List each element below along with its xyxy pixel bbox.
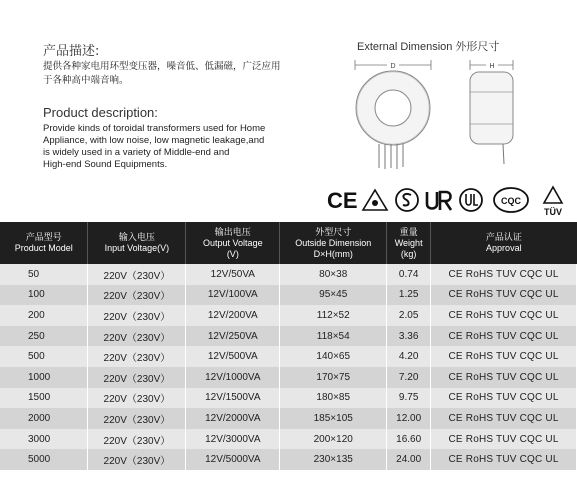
input-voltage-cell: 220V（230V）	[88, 305, 186, 326]
weight-cell: 4.20	[387, 346, 431, 367]
input-voltage-cell: 220V（230V）	[88, 346, 186, 367]
model-cell: 200	[0, 305, 88, 326]
output-voltage-cell: 12V/50VA	[186, 264, 280, 285]
model-cell: 1500	[0, 388, 88, 409]
weight-cell: 9.75	[387, 388, 431, 409]
input-voltage-cell: 220V（230V）	[88, 285, 186, 306]
approval-cell: CE RoHS TUV CQC UL	[431, 305, 577, 326]
dimension-title: External Dimension 外形尺寸	[357, 41, 500, 53]
cqc-mark-icon	[494, 188, 528, 212]
output-voltage-cell: 12V/200VA	[186, 305, 280, 326]
approval-cell: CE RoHS TUV CQC UL	[431, 429, 577, 450]
output-voltage-cell: 12V/250VA	[186, 326, 280, 347]
approval-cell: CE RoHS TUV CQC UL	[431, 449, 577, 470]
model-cell: 2000	[0, 408, 88, 429]
header-output-voltage: 输出电压 Output Voltage (V)	[186, 222, 280, 264]
svg-text:CE: CE	[327, 188, 358, 213]
input-voltage-cell: 220V（230V）	[88, 408, 186, 429]
header-weight: 重量 Weight (kg)	[387, 222, 431, 264]
dimension-cell: 170×75	[280, 367, 387, 388]
table-header-row	[0, 222, 577, 264]
description-en-title: Product description:	[43, 105, 158, 120]
input-voltage-cell: 220V（230V）	[88, 388, 186, 409]
input-voltage-cell: 220V（230V）	[88, 326, 186, 347]
output-voltage-cell: 12V/100VA	[186, 285, 280, 306]
input-voltage-cell: 220V（230V）	[88, 429, 186, 450]
table-row	[0, 429, 577, 450]
description-cn-title: 产品描述:	[43, 44, 100, 59]
dimension-cell: 140×65	[280, 346, 387, 367]
description-en-line: High-end Sound Equipments.	[43, 159, 168, 170]
dimension-cell: 230×135	[280, 449, 387, 470]
input-voltage-cell: 220V（230V）	[88, 264, 186, 285]
table-row	[0, 367, 577, 388]
approval-cell: CE RoHS TUV CQC UL	[431, 264, 577, 285]
output-voltage-cell: 12V/500VA	[186, 346, 280, 367]
output-voltage-cell: 12V/2000VA	[186, 408, 280, 429]
dimension-cell: 200×120	[280, 429, 387, 450]
weight-cell: 3.36	[387, 326, 431, 347]
header-model: 产品型号 Product Model	[0, 222, 88, 264]
tuv-mark-icon	[544, 187, 562, 217]
weight-cell: 2.05	[387, 305, 431, 326]
output-voltage-cell: 12V/1000VA	[186, 367, 280, 388]
dimension-diagram	[345, 52, 545, 172]
toroid-side-view	[470, 60, 513, 164]
weight-cell: 0.74	[387, 264, 431, 285]
dimension-cell: 112×52	[280, 305, 387, 326]
svg-text:CQC: CQC	[501, 196, 521, 206]
certification-logos	[325, 184, 575, 218]
description-cn-line: 于各种高中端音响。	[43, 75, 129, 86]
header-input-voltage: 输入电压 Input Voltage(V)	[88, 222, 186, 264]
approval-cell: CE RoHS TUV CQC UL	[431, 346, 577, 367]
table-row	[0, 408, 577, 429]
model-cell: 3000	[0, 429, 88, 450]
weight-cell: 16.60	[387, 429, 431, 450]
input-voltage-cell: 220V（230V）	[88, 449, 186, 470]
weight-cell: 7.20	[387, 367, 431, 388]
description-en-line: is widely used in a variety of Middle-end and	[43, 147, 230, 158]
table-row	[0, 388, 577, 409]
input-voltage-cell: 220V（230V）	[88, 367, 186, 388]
toroid-front-view	[355, 60, 431, 169]
approval-cell: CE RoHS TUV CQC UL	[431, 326, 577, 347]
weight-cell: 1.25	[387, 285, 431, 306]
header-approval: 产品认证 Approval	[431, 222, 577, 264]
header-outside-dimension: 外型尺寸 Outside Dimension D×H(mm)	[280, 222, 387, 264]
table-row	[0, 285, 577, 306]
description-cn-line: 提供各种家电用环型变压器，噪音低、低漏磁，广泛应用	[43, 61, 281, 72]
model-cell: 5000	[0, 449, 88, 470]
model-cell: 250	[0, 326, 88, 347]
weight-cell: 24.00	[387, 449, 431, 470]
table-row	[0, 449, 577, 470]
description-cn-text	[43, 60, 303, 88]
table-row	[0, 264, 577, 285]
output-voltage-cell: 12V/3000VA	[186, 429, 280, 450]
description-en-line: Appliance, with low noise, low magnetic leakage,and	[43, 135, 265, 146]
table-row	[0, 305, 577, 326]
dimension-cell: 95×45	[280, 285, 387, 306]
approval-cell: CE RoHS TUV CQC UL	[431, 408, 577, 429]
s-mark-icon	[396, 189, 418, 211]
dimension-cell: 180×85	[280, 388, 387, 409]
description-en-line: Provide kinds of toroidal transformers used for Home	[43, 123, 266, 134]
description-en-text	[43, 123, 303, 171]
output-voltage-cell: 12V/1500VA	[186, 388, 280, 409]
dimension-cell: 118×54	[280, 326, 387, 347]
approval-cell: CE RoHS TUV CQC UL	[431, 367, 577, 388]
dimension-label-d: D	[390, 63, 396, 70]
table-row	[0, 346, 577, 367]
dimension-cell: 80×38	[280, 264, 387, 285]
weee-icon	[363, 190, 387, 210]
model-cell: 50	[0, 264, 88, 285]
approval-cell: CE RoHS TUV CQC UL	[431, 285, 577, 306]
model-cell: 1000	[0, 367, 88, 388]
specifications-table	[0, 222, 577, 470]
table-row	[0, 326, 577, 347]
approval-cell: CE RoHS TUV CQC UL	[431, 388, 577, 409]
ur-mark-icon	[427, 192, 451, 210]
dimension-cell: 185×105	[280, 408, 387, 429]
svg-text:TÜV: TÜV	[544, 207, 562, 217]
model-cell: 500	[0, 346, 88, 367]
output-voltage-cell: 12V/5000VA	[186, 449, 280, 470]
ul-listed-icon	[460, 189, 482, 211]
dimension-label-h: H	[489, 63, 495, 70]
ce-mark-icon	[327, 188, 358, 213]
model-cell: 100	[0, 285, 88, 306]
weight-cell: 12.00	[387, 408, 431, 429]
